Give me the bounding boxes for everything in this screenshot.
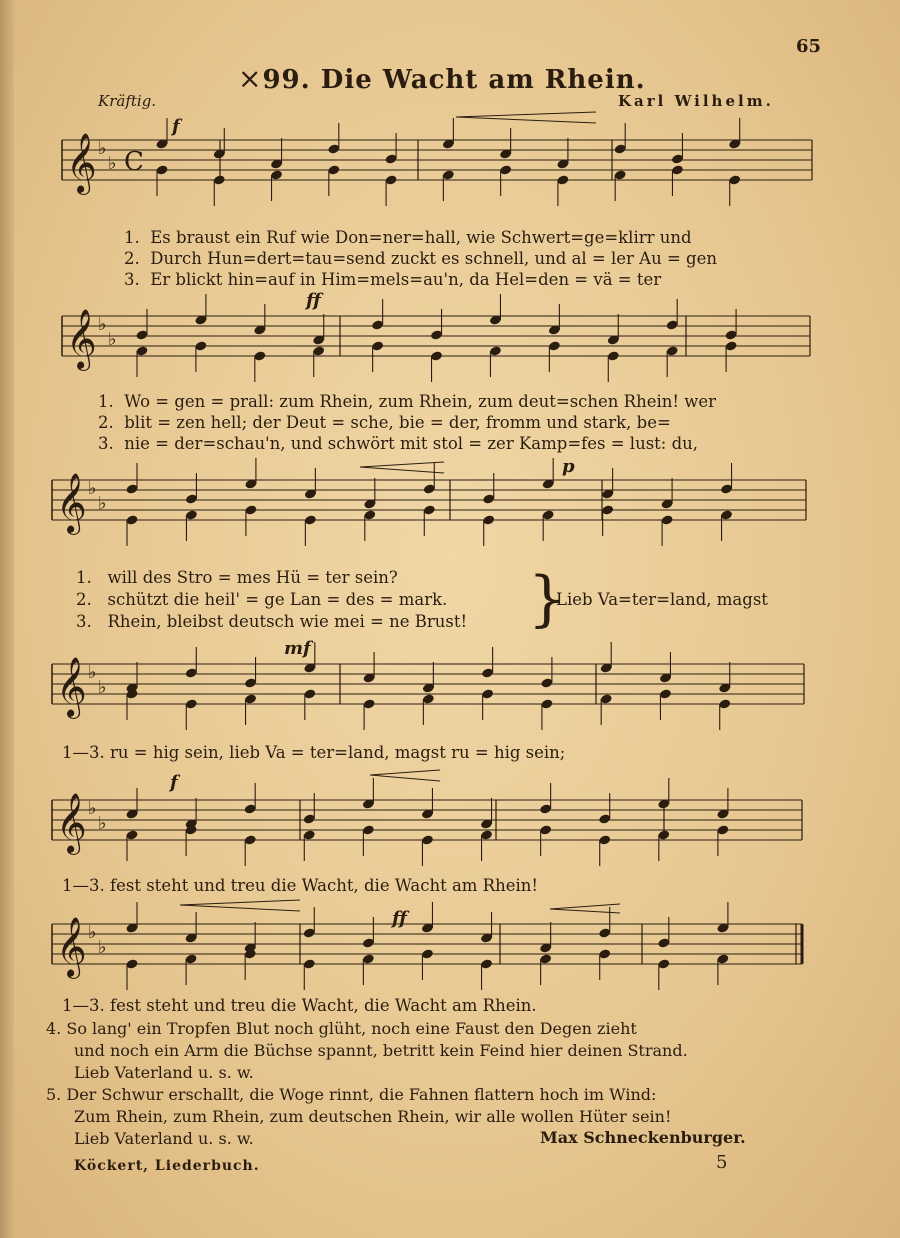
dynamic-marking: ff: [306, 290, 321, 311]
lyric-line: 1—3. ru = hig sein, lieb Va = ter=land, magst ru = hig sein;: [62, 743, 566, 762]
treble-clef: 𝄞: [56, 917, 87, 977]
treble-clef: 𝄞: [56, 473, 87, 533]
flat-sign: ♭: [88, 478, 97, 499]
song-name: Die Wacht am Rhein.: [320, 65, 646, 95]
flat-sign: ♭: [88, 922, 97, 943]
flat-sign: ♭: [108, 329, 117, 350]
publisher-footer: Köckert, Liederbuch.: [74, 1158, 260, 1174]
stanza-4: 4. So lang' ein Tropfen Blut noch glüht, noch eine Faust den Degen zieht und noch ein Arm die Büchse spannt, betritt kein Feind hier deinen Strand. Lieb Vaterland u. s. w.: [46, 1019, 688, 1082]
lyric-line: 1—3. fest steht und treu die Wacht, die Wacht am Rhein!: [62, 876, 539, 895]
lyric-line: 1. Wo = gen = prall: zum Rhein, zum Rhein, zum deut=schen Rhein! wer: [98, 392, 717, 411]
lyric-line: 2. Durch Hun=dert=tau=send zuckt es schnell, und al = ler Au = gen: [124, 249, 717, 268]
tempo-marking: Kräftig.: [98, 92, 157, 110]
lyric-line: 1—3. fest steht und treu die Wacht, die Wacht am Rhein.: [62, 996, 537, 1015]
composer-name: Karl Wilhelm.: [618, 92, 774, 110]
flat-sign: ♭: [98, 813, 107, 834]
flat-sign: ♭: [98, 138, 107, 159]
hairpin: [370, 770, 440, 781]
flat-sign: ♭: [108, 153, 117, 174]
page-number: 65: [796, 36, 822, 57]
verse-brace: }: [528, 564, 567, 634]
dynamic-marking: ff: [392, 908, 407, 929]
flat-sign: ♭: [98, 493, 107, 514]
lyric-line: 3. Er blickt hin=auf in Him=mels=au'n, da Hel=den = vä = ter: [124, 270, 662, 289]
sheet-signature: 5: [716, 1152, 728, 1173]
lyric-line: 3. Rhein, bleibst deutsch wie mei = ne Brust!: [76, 612, 468, 631]
pencil-mark: ×: [238, 62, 263, 95]
hairpin: [180, 900, 300, 911]
refrain-start: Lieb Va=ter=land, magst: [556, 590, 768, 609]
flat-sign: ♭: [98, 937, 107, 958]
song-number: 99.: [262, 65, 311, 95]
flat-sign: ♭: [88, 798, 97, 819]
flat-sign: ♭: [98, 314, 107, 335]
lyric-line: 3. nie = der=schau'n, und schwört mit stol = zer Kamp=fes = lust: du,: [98, 434, 699, 453]
dynamic-marking: p: [562, 456, 575, 477]
lyric-line: 1. Es braust ein Ruf wie Don=ner=hall, wie Schwert=ge=klirr und: [124, 228, 692, 247]
stanza-5: 5. Der Schwur erschallt, die Woge rinnt, die Fahnen flattern hoch im Wind: Zum Rhein, zum Rhein, zum deutschen Rhein, wir alle wollen Hüter sein! Lieb Vaterland u. s. w.: [46, 1085, 672, 1148]
lyricist-name: Max Schneckenburger.: [540, 1128, 746, 1147]
treble-clef: 𝄞: [66, 309, 97, 369]
dynamic-marking: mf: [284, 638, 311, 659]
hairpin: [360, 462, 444, 473]
flat-sign: ♭: [88, 662, 97, 683]
treble-clef: 𝄞: [56, 793, 87, 853]
time-signature: C: [124, 147, 144, 177]
dynamic-marking: f: [170, 772, 178, 793]
lyric-line: 2. blit = zen hell; der Deut = sche, bie = der, fromm und stark, be=: [98, 413, 671, 432]
dynamic-marking: f: [172, 116, 180, 137]
lyric-line: 2. schützt die heil' = ge Lan = des = mark.: [76, 590, 448, 609]
treble-clef: 𝄞: [56, 657, 87, 717]
flat-sign: ♭: [98, 677, 107, 698]
hairpin: [456, 112, 596, 123]
treble-clef: 𝄞: [66, 133, 97, 193]
lyric-line: 1. will des Stro = mes Hü = ter sein?: [76, 568, 398, 587]
